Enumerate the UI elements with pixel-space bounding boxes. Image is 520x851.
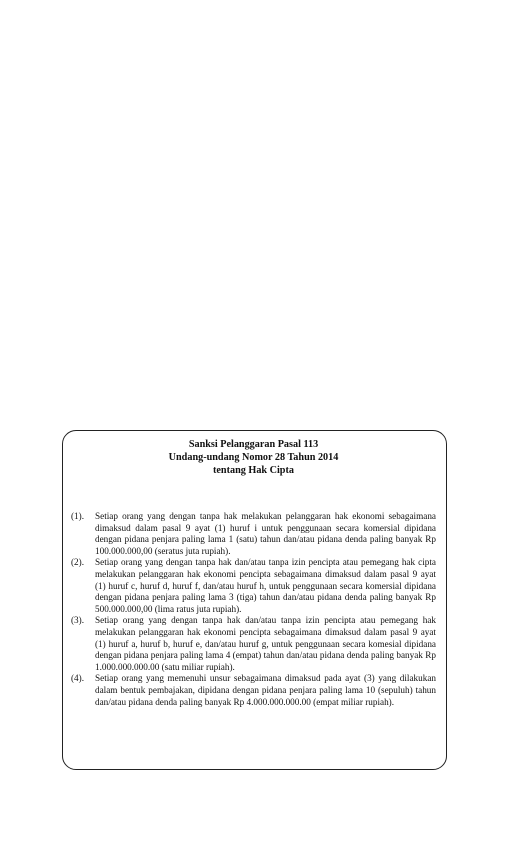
notice-subtitle: Undang-undang Nomor 28 Tahun 2014: [168, 452, 339, 463]
clause-4: [71, 673, 436, 708]
notice-header: [71, 438, 436, 477]
notice-topic: tentang Hak Cipta: [213, 465, 294, 476]
copyright-sanctions-box: [62, 430, 447, 770]
clause-text: Setiap orang yang dengan tanpa hak dan/atau tanpa izin pencipta atau pemegang hak cipta melakukan pelanggaran hak ekonomi pencipta sebagaimana dimaksud dalam pasal 9 ayat (1) huruf c, huruf d, huruf f, dan/atau huruf h, untuk penggunaan secara komersial dipidana dengan pidana penjara paling lama 3 (tiga) tahun dan/atau pidana denda paling banyak Rp 500.000.000,00 (lima ratus juta rupiah).: [95, 557, 436, 614]
clause-number: (1).: [71, 511, 85, 521]
clause-3: [71, 615, 436, 673]
clause-number: (2).: [71, 557, 85, 568]
clause-text: Setiap orang yang dengan tanpa hak dan/atau tanpa izin pencipta atau pemegang hak melakukan pelanggaran hak ekonomi pencipta sebagaimana dimaksud dalam pasal 9 ayat (1) huruf a, huruf b, huruf e, dan/atau huruf g, untuk penggunaan secara komesial dipidana dengan pidana penjara paling lama 4 (empat) tahun dan/atau pidana denda paling banyak Rp 1.000.000.000.00 (satu miliar rupiah).: [95, 615, 436, 672]
clause-number: (4).: [71, 673, 85, 684]
clause-2: [71, 557, 436, 615]
clause-text: Setiap orang yang memenuhi unsur sebagaimana dimaksud pada ayat (3) yang dilakukan dalam bentuk pembajakan, dipidana dengan pidana penjara paling lama 10 (sepuluh) tahun dan/atau pidana denda paling banyak Rp 4.000.000.000.00 (empat miliar rupiah).: [95, 673, 436, 707]
notice-title: Sanksi Pelanggaran Pasal 113: [188, 439, 319, 450]
clause-text: Setiap orang yang dengan tanpa hak melakukan pelanggaran hak ekonomi sebagaimana dimaksud dalam pasal 9 ayat (1) huruf i untuk penggunaan secara komersial dipidana dengan pidana penjara paling lama 1 (satu) tahun dan/atau pidana denda paling banyak Rp 100.000.000,00 (seratus juta rupiah).: [95, 511, 436, 556]
clause-number: (3).: [71, 615, 85, 626]
clause-1: [71, 511, 436, 557]
